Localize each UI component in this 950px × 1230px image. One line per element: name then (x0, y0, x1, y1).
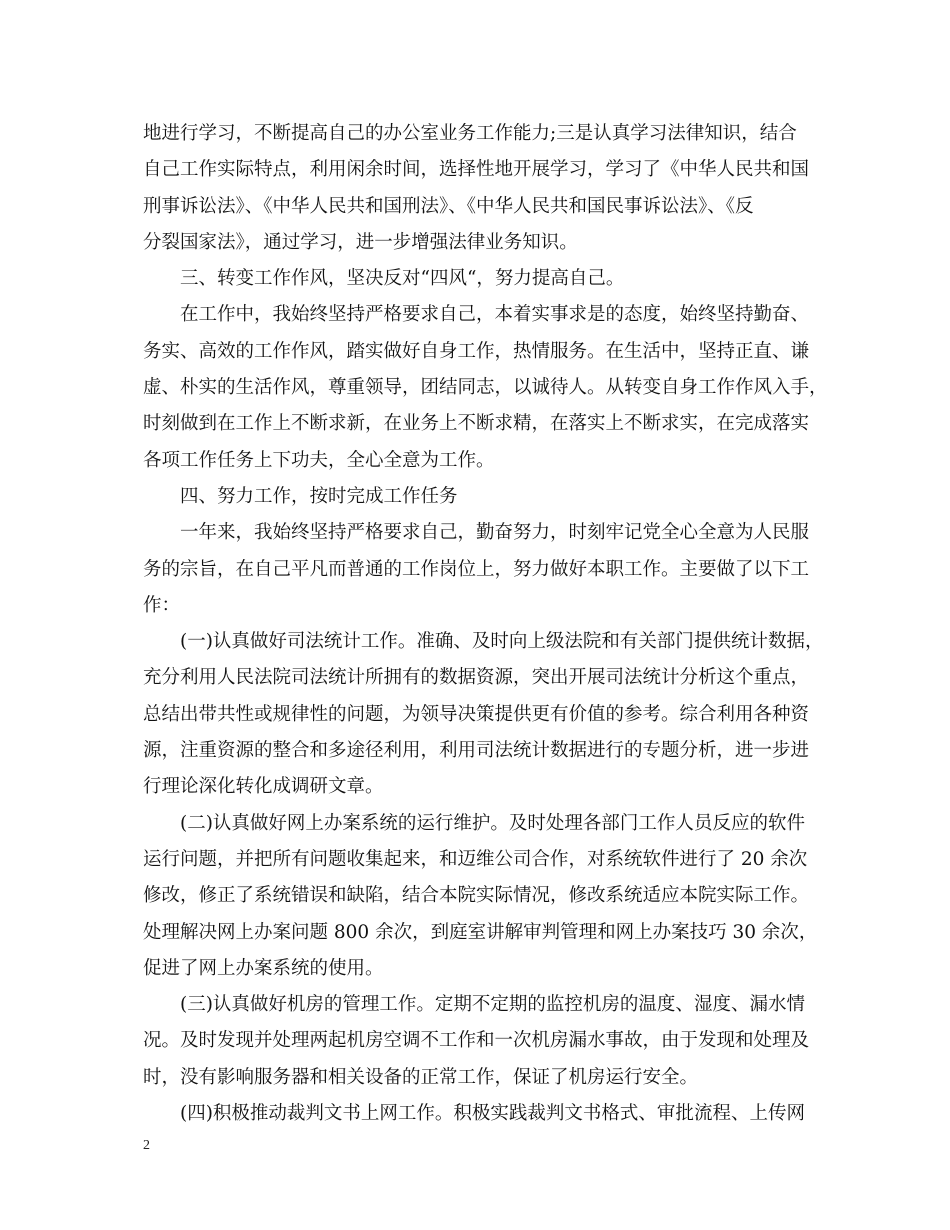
text-line: (三)认真做好机房的管理工作。定期不定期的监控机房的温度、湿度、漏水情 (180, 994, 805, 1016)
text-line: 源，注重资源的整合和多途径利用，利用司法统计数据进行的专题分析，进一步进 (143, 740, 810, 762)
text-line: (二)认真做好网上办案系统的运行维护。及时处理各部门工作人员反应的软件 (180, 812, 805, 834)
text-line: (一)认真做好司法统计工作。准确、及时向上级法院和有关部门提供统计数据， (180, 631, 824, 653)
text-line: 总结出带共性或规律性的问题，为领导决策提供更有价值的参考。综合利用各种资 (143, 703, 810, 725)
text-line: 修改，修正了系统错误和缺陷，结合本院实际情况，修改系统适应本院实际工作。 (143, 885, 810, 907)
text-line: 行理论深化转化成调研文章。 (143, 776, 384, 798)
text-line: 一年来，我始终坚持严格要求自己，勤奋努力，时刻牢记党全心全意为人民服 (180, 522, 810, 544)
text-line: 自己工作实际特点，利用闲余时间，选择性地开展学习，学习了《中华人民共和国 (143, 159, 810, 181)
text-line: 各项工作任务上下功夫，全心全意为工作。 (143, 449, 495, 471)
text-line: 作： (143, 594, 181, 616)
text-line: 充分利用人民法院司法统计所拥有的数据资源，突出开展司法统计分析这个重点， (143, 667, 810, 689)
text-line: 处理解决网上办案问题 800 余次，到庭室讲解审判管理和网上办案技巧 30 余次， (143, 921, 818, 943)
text-line: 况。及时发现并处理两起机房空调不工作和一次机房漏水事故，由于发现和处理及 (143, 1030, 810, 1052)
text-line: 促进了网上办案系统的使用。 (143, 957, 384, 979)
text-line: 时刻做到在工作上不断求新，在业务上不断求精，在落实上不断求实，在完成落实 (143, 413, 810, 435)
text-line: 在工作中，我始终坚持严格要求自己，本着实事求是的态度，始终坚持勤奋、 (180, 304, 810, 326)
text-line: 刑事诉讼法》、《中华人民共和国刑法》、《中华人民共和国民事诉讼法》、《反 (143, 195, 754, 217)
text-line: 时，没有影响服务器和相关设备的正常工作，保证了机房运行安全。 (143, 1066, 699, 1088)
text-line: 务的宗旨，在自己平凡而普通的工作岗位上，努力做好本职工作。主要做了以下工 (143, 558, 810, 580)
text-line: 务实、高效的工作作风，踏实做好自身工作，热情服务。在生活中，坚持正直、谦 (143, 340, 810, 362)
text-line: 虚、朴实的生活作风，尊重领导，团结同志，以诚待人。从转变自身工作作风入手， (143, 377, 828, 399)
text-line: 三、转变工作作风，坚决反对“四风“，努力提高自己。 (180, 268, 625, 290)
text-line: (四)积极推动裁判文书上网工作。积极实践裁判文书格式、审批流程、上传网 (180, 1103, 805, 1125)
document-body (143, 116, 828, 1132)
text-line: 运行问题，并把所有问题收集起来，和迈维公司合作，对系统软件进行了 20 余次 (143, 848, 808, 870)
text-line: 分裂国家法》，通过学习，进一步增强法律业务知识。 (143, 231, 578, 253)
text-line: 地进行学习，不断提高自己的办公室业务工作能力;三是认真学习法律知识，结合 (143, 123, 797, 144)
text-line: 四、努力工作，按时完成工作任务 (180, 485, 458, 507)
page-number: 2 (143, 1138, 150, 1153)
